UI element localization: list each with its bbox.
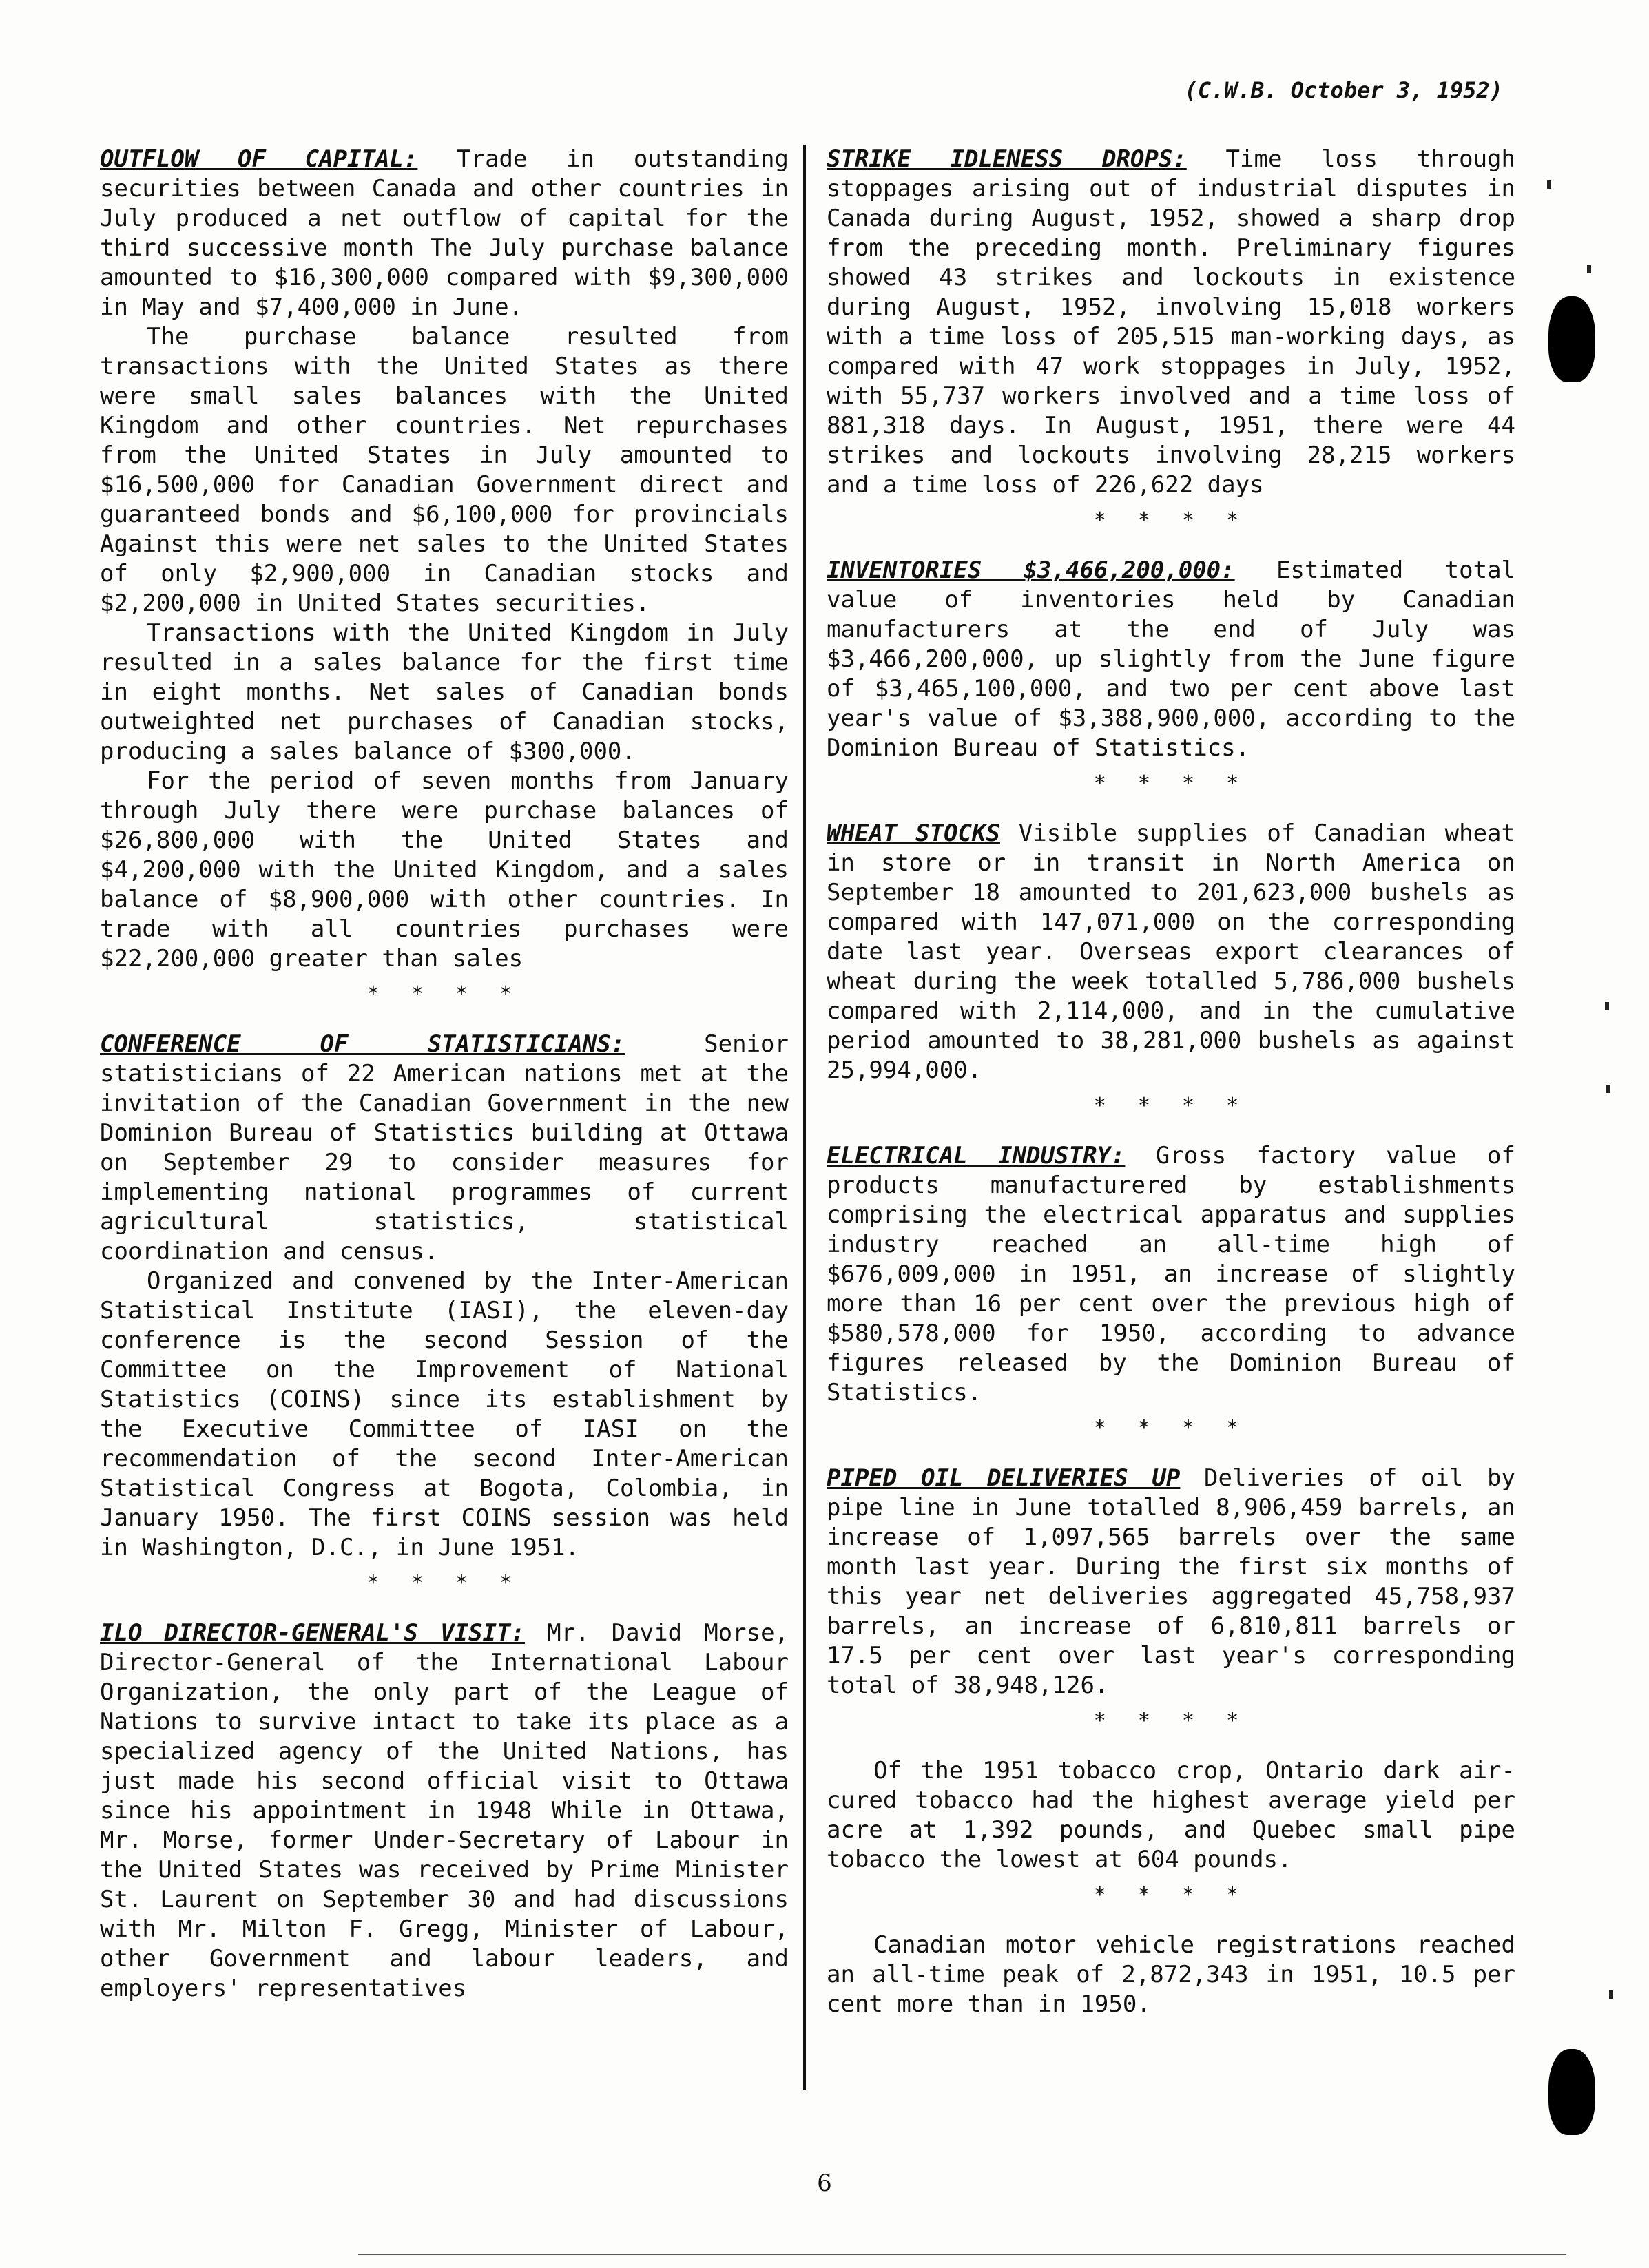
article-paragraph: Gross factory value of products manufacturered by establishments comprising the electrical apparatus and supplies industry reached an all-time high of $676,009,000 in 1951, an increase of slightly more than 16 per cent over the previous high of $580,578,000 for 1950, according to advance figures released by the Dominion Bureau of Statistics. <box>827 1142 1515 1406</box>
article-paragraph: Time loss through stoppages arising out of industrial disputes in Canada during August, 1952, showed a sharp drop from the preceding month. Preliminary figures showed 43 strikes and lockouts in existence during August, 1952, involving 15,018 workers with a time loss of 205,515 man-working days, as compared with 47 work stoppages in July, 1952, with 55,737 workers involved and a time loss of 881,318 days. In August, 1951, there were 44 strikes and lockouts involving 28,215 workers and a time loss of 226,622 days <box>827 145 1515 499</box>
article-heading: PIPED OIL DELIVERIES UP <box>827 1464 1181 1492</box>
article-paragraph: Of the 1951 tobacco crop, Ontario dark air-cured tobacco had the highest average yield per acre at 1,392 pounds, and Quebec small pipe tobacco the lowest at 604 pounds. <box>827 1757 1515 1873</box>
section-separator: * * * * <box>366 982 522 1006</box>
article-electrical-industry <box>827 1141 1515 1408</box>
article-paragraph: Transactions with the United Kingdom in July resulted in a sales balance for the first time in eight months. Net sales of Canadian bonds outweighted net purchases of Canadian stocks, producing a sales balance of $300,000. <box>100 619 789 765</box>
article-inventories <box>827 556 1515 763</box>
bulletin-citation: (C.W.B. October 3, 1952) <box>1184 77 1503 103</box>
article-heading: STRIKE IDLENESS DROPS: <box>827 145 1187 173</box>
column-divider <box>803 145 806 2090</box>
article-heading: CONFERENCE OF STATISTICIANS: <box>100 1030 625 1058</box>
page-number: 6 <box>817 2170 832 2197</box>
article-outflow-of-capital <box>100 145 789 974</box>
article-paragraph: Deliveries of oil by pipe line in June totalled 8,906,459 barrels, an increase of 1,097,565 barrels over the same month last year. During the first six months of this year net deliveries aggregated 45,758,937 barrels, an increase of 6,810,811 barrels or 17.5 per cent over last year's corresponding total of 38,948,126. <box>827 1464 1515 1699</box>
scan-speck <box>1606 1085 1610 1093</box>
article-heading: OUTFLOW OF CAPITAL: <box>100 145 418 173</box>
section-separator: * * * * <box>1093 1883 1249 1907</box>
article-strike-idleness-drops <box>827 145 1515 500</box>
article-wheat-stocks <box>827 819 1515 1085</box>
scan-speck <box>1547 180 1551 189</box>
section-separator: * * * * <box>1093 508 1249 532</box>
section-separator: * * * * <box>1093 1094 1249 1118</box>
left-column <box>100 145 789 2004</box>
page-edge-line <box>358 2254 1566 2255</box>
article-heading: ELECTRICAL INDUSTRY: <box>827 1142 1126 1169</box>
article-paragraph: Canadian motor vehicle registrations reached an all-time peak of 2,872,343 in 1951, 10.5 per cent more than in 1950. <box>827 1931 1515 2018</box>
article-heading: ILO DIRECTOR-GENERAL'S VISIT: <box>100 1619 525 1647</box>
article-paragraph: Senior statisticians of 22 American nations met at the invitation of the Canadian Government in the new Dominion Bureau of Statistics building at Ottawa on September 29 to consider measures for implementing national programmes of current agricultural statistics, statistical coordination and census. <box>100 1030 789 1265</box>
article-heading: INVENTORIES $3,466,200,000: <box>827 556 1235 584</box>
article-piped-oil-deliveries <box>827 1464 1515 1700</box>
article-ilo-director-general-visit <box>100 1619 789 2004</box>
binding-hole-mark <box>1548 2049 1595 2135</box>
article-motor-vehicle-registrations <box>827 1931 1515 2019</box>
section-separator: * * * * <box>1093 771 1249 795</box>
article-paragraph: For the period of seven months from January through July there were purchase balances of $26,800,000 with the United States and $4,200,000 with the United Kingdom, and a sales balance of $8,900,000 with other countries. In trade with all countries purchases were $22,200,000 greater than sales <box>100 767 789 972</box>
article-paragraph: The purchase balance resulted from transactions with the United States as there were small sales balances with the United Kingdom and other countries. Net repurchases from the United States in July amounted to $16,500,000 for Canadian Government direct and guaranteed bonds and $6,100,000 for provincials Against this were net sales to the United States of only $2,900,000 in Canadian stocks and $2,200,000 in United States securities. <box>100 323 789 617</box>
binding-hole-mark <box>1548 296 1595 382</box>
article-paragraph: Trade in outstanding securities between Canada and other countries in July produced a net outflow of capital for the third successive month The July purchase balance amounted to $16,300,000 compared with $9,300,000 in May and $7,400,000 in June. <box>100 145 789 321</box>
section-separator: * * * * <box>366 1571 522 1595</box>
section-separator: * * * * <box>1093 1709 1249 1733</box>
article-paragraph: Visible supplies of Canadian wheat in store or in transit in North America on September 18 amounted to 201,623,000 bushels as compared with 147,071,000 on the corresponding date last year. Overseas export clearances of wheat during the week totalled 5,786,000 bushels compared with 2,114,000, and in the cumulative period amounted to 38,281,000 bushels as against 25,994,000. <box>827 820 1515 1084</box>
article-conference-of-statisticians <box>100 1030 789 1563</box>
section-separator: * * * * <box>1093 1416 1249 1440</box>
article-paragraph: Mr. David Morse, Director-General of the International Labour Organization, the only part of the League of Nations to survive intact to take its place as a specialized agency of the United Nations, has just made his second official visit to Ottawa since his appointment in 1948 While in Ottawa, Mr. Morse, former Under-Secretary of Labour in the United States was received by Prime Minister St. Laurent on September 30 and had discussions with Mr. Milton F. Gregg, Minister of Labour, other Government and labour leaders, and employers' representatives <box>100 1619 789 2002</box>
article-paragraph: Organized and convened by the Inter-American Statistical Institute (IASI), the eleven-day conference is the second Session of the Committee on the Improvement of National Statistics (COINS) since its establishment by the Executive Committee of IASI on the recommendation of the second Inter-American Statistical Congress at Bogota, Colombia, in January 1950. The first COINS session was held in Washington, D.C., in June 1951. <box>100 1267 789 1561</box>
scan-speck <box>1587 265 1591 273</box>
scan-speck <box>1609 1990 1613 1999</box>
scan-speck <box>1605 1002 1609 1010</box>
article-heading: WHEAT STOCKS <box>827 820 1000 847</box>
article-paragraph: Estimated total value of inventories held by Canadian manufacturers at the end of July was $3,466,200,000, up slightly from the June figure of $3,465,100,000, and two per cent above last year's value of $3,388,900,000, according to the Dominion Bureau of Statistics. <box>827 556 1516 762</box>
article-tobacco-crop <box>827 1756 1515 1875</box>
right-column <box>827 145 1515 2019</box>
